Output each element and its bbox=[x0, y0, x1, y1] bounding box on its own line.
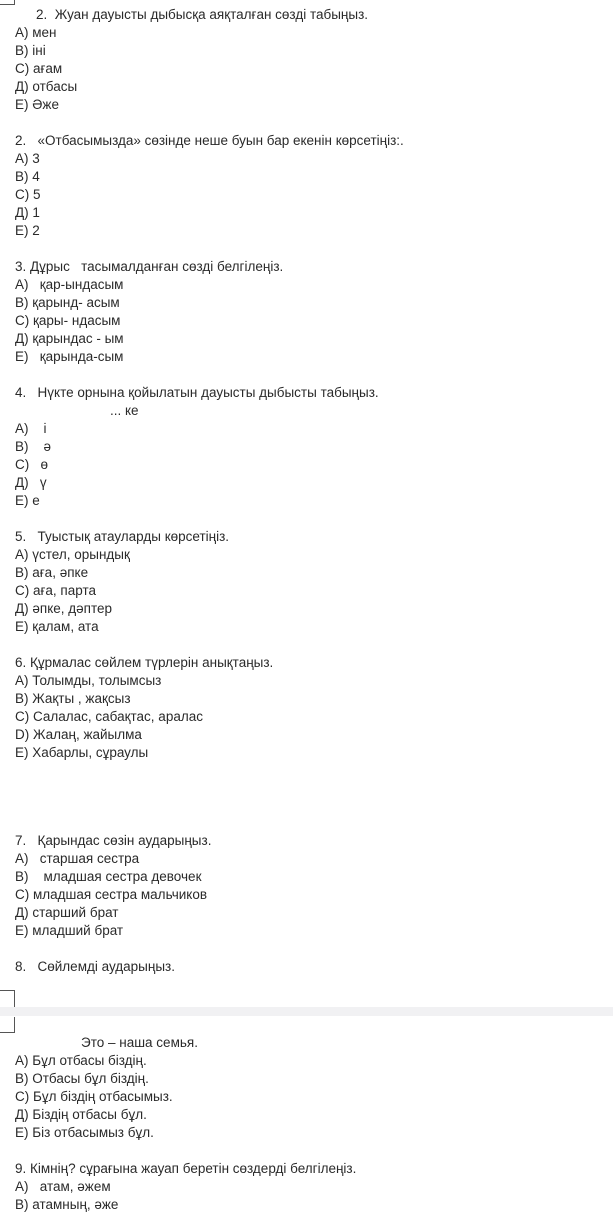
question-title: 8. Сөйлемді аударыңыз. bbox=[15, 959, 175, 974]
answer-option: Д) қарындас - ым bbox=[15, 331, 124, 346]
answer-option: С) ағам bbox=[15, 61, 63, 76]
answer-option: Е) Әже bbox=[15, 97, 59, 112]
answer-option: Д) ү bbox=[15, 475, 47, 490]
answer-option: В) Жақты , жақсыз bbox=[15, 691, 131, 706]
answer-option: С) Бұл біздің отбасымыз. bbox=[15, 1089, 173, 1104]
answer-option: Е) Біз отбасымыз бұл. bbox=[15, 1125, 154, 1140]
answer-option: D) Жалаң, жайылма bbox=[15, 727, 142, 742]
answer-option: В) аға, әпке bbox=[15, 565, 89, 580]
question-title: 5. Туыстық атауларды көрсетіңіз. bbox=[15, 529, 230, 544]
answer-option: В) іні bbox=[15, 43, 46, 58]
answer-option: Д) әпке, дәптер bbox=[15, 601, 113, 616]
answer-option: С) Салалас, сабақтас, аралас bbox=[15, 709, 203, 724]
question-title: 4. Нүкте орнына қойылатын дауысты дыбысты табыңыз. bbox=[15, 385, 379, 400]
question-title: 3. Дұрыс тасымалданған сөзді белгілеңіз. bbox=[15, 259, 284, 274]
question-title: 7. Қарындас сөзін аударыңыз. bbox=[15, 833, 212, 848]
answer-option: А) Толымды, толымсыз bbox=[15, 673, 162, 688]
answer-option: С) 5 bbox=[15, 187, 41, 202]
answer-option: В) младшая сестра девочек bbox=[15, 869, 202, 884]
answer-option: А) қар-ындасым bbox=[15, 277, 124, 292]
page-corner-mark bbox=[0, 1017, 15, 1033]
answer-option: В) Отбасы бұл біздің. bbox=[15, 1071, 149, 1086]
answer-option: Д) Біздің отбасы бұл. bbox=[15, 1107, 147, 1122]
question-title: 9. Кімнің? сұрағына жауап беретін сөздерді белгілеңіз. bbox=[15, 1161, 357, 1176]
answer-option: Е) Хабарлы, сұраулы bbox=[15, 745, 149, 760]
answer-option: В) ә bbox=[15, 439, 52, 454]
answer-option: Д) 1 bbox=[15, 205, 40, 220]
answer-option: С) ө bbox=[15, 457, 49, 472]
question-title: 6. Құрмалас сөйлем түрлерін анықтаңыз. bbox=[15, 655, 274, 670]
answer-option: В) қарынд- асым bbox=[15, 295, 120, 310]
answer-option: С) младшая сестра мальчиков bbox=[15, 887, 208, 902]
answer-option: Е) 2 bbox=[15, 223, 40, 238]
answer-option: А) 3 bbox=[15, 151, 40, 166]
answer-option: Д) старший брат bbox=[15, 905, 119, 920]
question-subtitle: ... ке bbox=[110, 403, 139, 418]
answer-option: Е) е bbox=[15, 493, 40, 508]
answer-option: Д) отбасы bbox=[15, 79, 78, 94]
page-break bbox=[0, 1007, 613, 1016]
answer-option: А) і bbox=[15, 421, 47, 436]
answer-option: А) үстел, орындық bbox=[15, 547, 130, 562]
answer-option: В) атамның, әже bbox=[15, 1197, 119, 1212]
answer-option: А) старшая сестра bbox=[15, 851, 140, 866]
answer-option: Е) қалам, ата bbox=[15, 619, 99, 634]
answer-option: С) аға, парта bbox=[15, 583, 97, 598]
answer-option: Е) қарында-сым bbox=[15, 349, 124, 364]
page-corner-mark bbox=[0, 0, 15, 5]
answer-option: А) мен bbox=[15, 25, 57, 40]
answer-option: Е) младший брат bbox=[15, 923, 124, 938]
answer-option: А) Бұл отбасы біздің. bbox=[15, 1053, 147, 1068]
question-title: 2. Жуан дауысты дыбысқа аяқталған сөзді табыңыз. bbox=[36, 7, 369, 22]
answer-option: С) қары- ндасым bbox=[15, 313, 121, 328]
page-corner-mark bbox=[0, 990, 15, 1008]
answer-option: В) 4 bbox=[15, 169, 40, 184]
answer-option: А) атам, әжем bbox=[15, 1179, 111, 1194]
question-title: 2. «Отбасымызда» сөзінде неше буын бар екенін көрсетіңіз:. bbox=[15, 133, 404, 148]
question-subtitle: Это – наша семья. bbox=[81, 1035, 198, 1050]
